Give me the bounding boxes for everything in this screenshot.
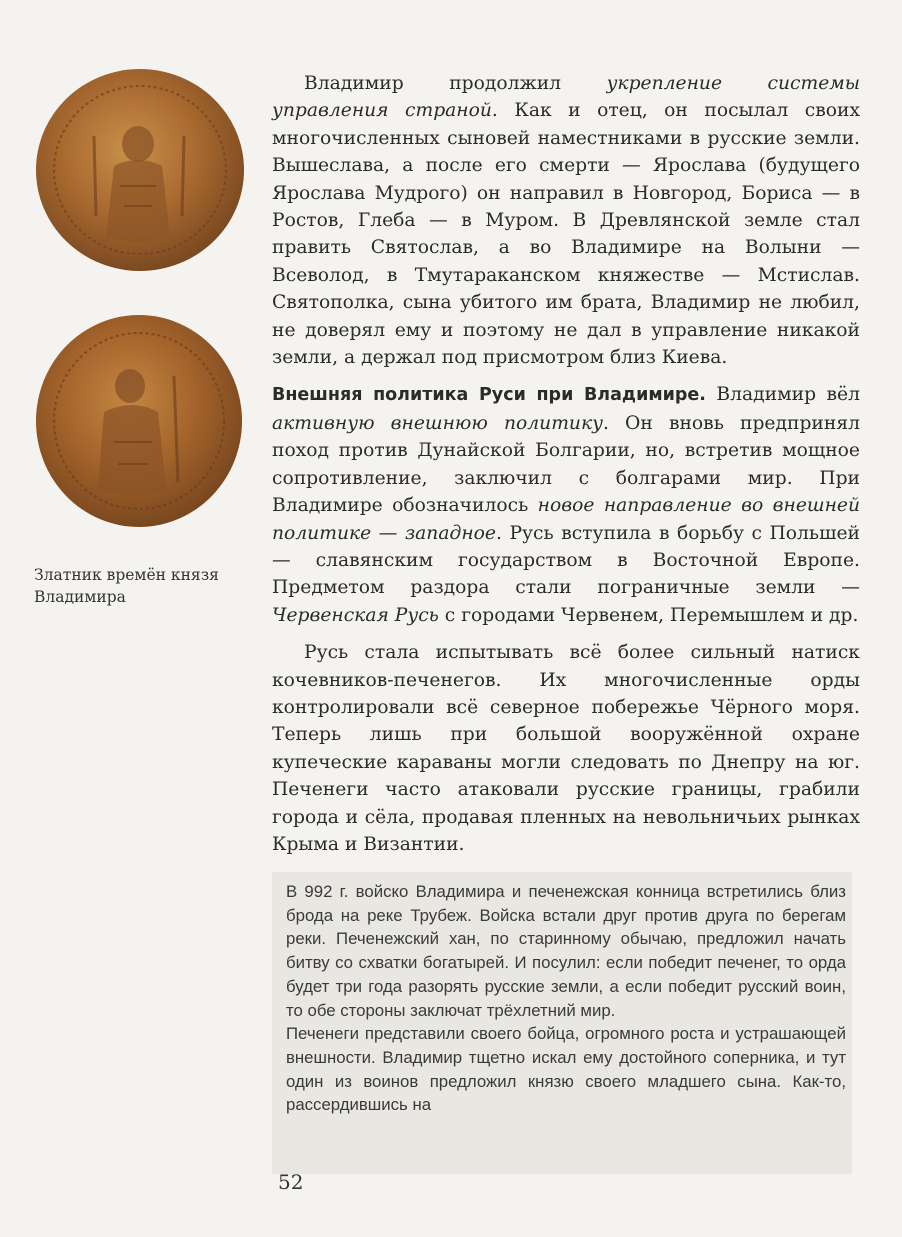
story-box-text — [286, 880, 846, 1117]
paragraph-administration: Владимир продолжил укрепление системы управления страной. Как и отец, он посылал своих многочисленных сыновей наместниками в русские земли. Вышеслава, а после его смерти — Ярослава (будущего Ярослава Мудрого) он направил в Новгород, Бориса — в Ростов, Глеба — в Муром. В Древлянской земле стал править Святослав, а во Владимире на Волыни — Всеволод, в Тмутараканском княжестве — Мстислав. Святополка, сына убитого им брата, Владимир не любил, не доверял ему и поэтому не дал в управление никакой земли, а держал под присмотром близ Киева. — [272, 73, 861, 369]
story-paragraph-2: Печенеги представили своего бойца, огромного роста и устрашающей внешности. Владимир тщетно искал ему достойного соперника, и тут один из воинов предложил князю своего младшего сына. Как-то, рассердившись на — [286, 1024, 846, 1115]
coin-caption: Златник времён князя Владимира — [34, 566, 219, 606]
page-number: 52 — [278, 1170, 304, 1194]
story-paragraph-1: В 992 г. войско Владимира и печенежская конница встретились близ брода на реке Трубеж. Войска встали друг против друга по берегам реки. Печенежский хан, по старинному обычаю, предложил начать битву со схватки богатырей. И посулил: если победит печенег, то орда будет три года разорять русские земли, а если победит русский воин, то обе стороны заключат трёхлетний мир. — [286, 882, 846, 1020]
coin-image-reverse — [34, 312, 244, 530]
main-text — [272, 70, 860, 858]
paragraph-foreign-policy: Внешняя политика Руси при Владимире. Владимир вёл активную внешнюю политику. Он вновь предпринял поход против Дунайской Болгарии, но, встретив мощное сопротивление, заключил с болгарами мир. При Владимире обозначилось новое направление во внешней политике — западное. Русь вступила в борьбу с Польшей — славянским государством в Восточной Европе. Предметом раздора стали пограничные земли — Червенская Русь с городами Червенем, Перемышлем и др. — [272, 384, 860, 626]
section-heading: Внешняя политика Руси при Владимире. — [272, 385, 706, 406]
coin-image-obverse — [34, 66, 246, 274]
paragraph-pechenegs: Русь стала испытывать всё более сильный натиск кочевников-печенегов. Их многочисленные орды контролировали всё северное побережье Чёрного моря. Теперь лишь при большой вооружённой охране купеческие караваны могли следовать по Днепру на юг. Печенеги часто атаковали русские границы, грабили города и сёла, продавая пленных на невольничьих рынках Крыма и Византии. — [272, 642, 860, 855]
